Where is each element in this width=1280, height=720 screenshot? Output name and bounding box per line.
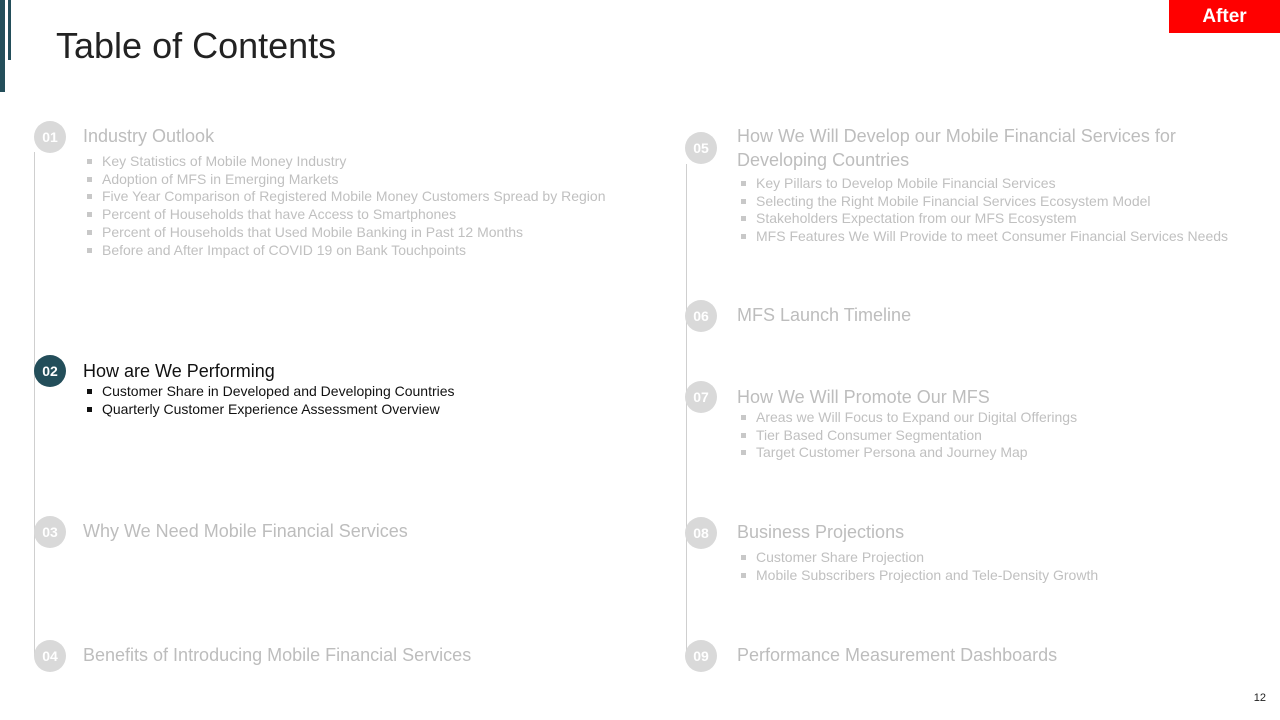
section-title-06[interactable]: MFS Launch Timeline bbox=[737, 305, 912, 325]
right-timeline-line bbox=[686, 164, 687, 656]
section-number-07: 07 bbox=[685, 381, 717, 413]
section-items-05 bbox=[738, 175, 1228, 246]
section-number-03: 03 bbox=[34, 516, 66, 548]
page-number: 12 bbox=[1253, 692, 1266, 704]
section-number-02: 02 bbox=[34, 355, 66, 387]
section-number-06: 06 bbox=[685, 300, 717, 332]
section-title-01[interactable]: Industry Outlook bbox=[83, 126, 215, 146]
section-items-01 bbox=[84, 153, 605, 259]
list-item: Customer Share Projection bbox=[738, 549, 1098, 567]
list-item: Percent of Households that have Access to Smartphones bbox=[84, 206, 605, 224]
list-item: MFS Features We Will Provide to meet Consumer Financial Services Needs bbox=[738, 228, 1228, 246]
section-number-09: 09 bbox=[685, 640, 717, 672]
list-item: Customer Share in Developed and Developing Countries bbox=[84, 383, 455, 401]
section-title-08[interactable]: Business Projections bbox=[737, 522, 905, 542]
section-number-01: 01 bbox=[34, 121, 66, 153]
after-badge: After bbox=[1169, 0, 1280, 33]
list-item: Areas we Will Focus to Expand our Digital Offerings bbox=[738, 409, 1077, 427]
section-title-03[interactable]: Why We Need Mobile Financial Services bbox=[83, 521, 408, 541]
list-item: Stakeholders Expectation from our MFS Ecosystem bbox=[738, 210, 1228, 228]
accent-bar-thin bbox=[8, 0, 11, 60]
section-number-08: 08 bbox=[685, 517, 717, 549]
list-item: Key Statistics of Mobile Money Industry bbox=[84, 153, 605, 171]
section-title-07[interactable]: How We Will Promote Our MFS bbox=[737, 387, 990, 407]
list-item: Quarterly Customer Experience Assessment Overview bbox=[84, 401, 455, 419]
section-number-05: 05 bbox=[685, 132, 717, 164]
section-items-07 bbox=[738, 409, 1077, 462]
list-item: Tier Based Consumer Segmentation bbox=[738, 427, 1077, 445]
list-item: Percent of Households that Used Mobile Banking in Past 12 Months bbox=[84, 224, 605, 242]
section-title-09[interactable]: Performance Measurement Dashboards bbox=[737, 645, 1058, 665]
page-title: Table of Contents bbox=[56, 25, 337, 66]
accent-bar bbox=[0, 0, 5, 92]
list-item: Five Year Comparison of Registered Mobile Money Customers Spread by Region bbox=[84, 188, 605, 206]
list-item: Mobile Subscribers Projection and Tele-Density Growth bbox=[738, 567, 1098, 585]
list-item: Before and After Impact of COVID 19 on Bank Touchpoints bbox=[84, 242, 605, 260]
list-item: Selecting the Right Mobile Financial Services Ecosystem Model bbox=[738, 193, 1228, 211]
section-title-04[interactable]: Benefits of Introducing Mobile Financial Services bbox=[83, 645, 472, 665]
section-title-05-line2: Developing Countries bbox=[737, 150, 910, 170]
section-items-08 bbox=[738, 549, 1098, 584]
section-title-02[interactable]: How are We Performing bbox=[83, 361, 275, 381]
section-title-05[interactable] bbox=[737, 124, 1176, 172]
list-item: Target Customer Persona and Journey Map bbox=[738, 444, 1077, 462]
section-title-05-line1: How We Will Develop our Mobile Financial Services for bbox=[737, 126, 1176, 146]
section-number-04: 04 bbox=[34, 640, 66, 672]
list-item: Adoption of MFS in Emerging Markets bbox=[84, 171, 605, 189]
list-item: Key Pillars to Develop Mobile Financial Services bbox=[738, 175, 1228, 193]
left-timeline-line bbox=[34, 152, 35, 656]
section-items-02 bbox=[84, 383, 455, 418]
